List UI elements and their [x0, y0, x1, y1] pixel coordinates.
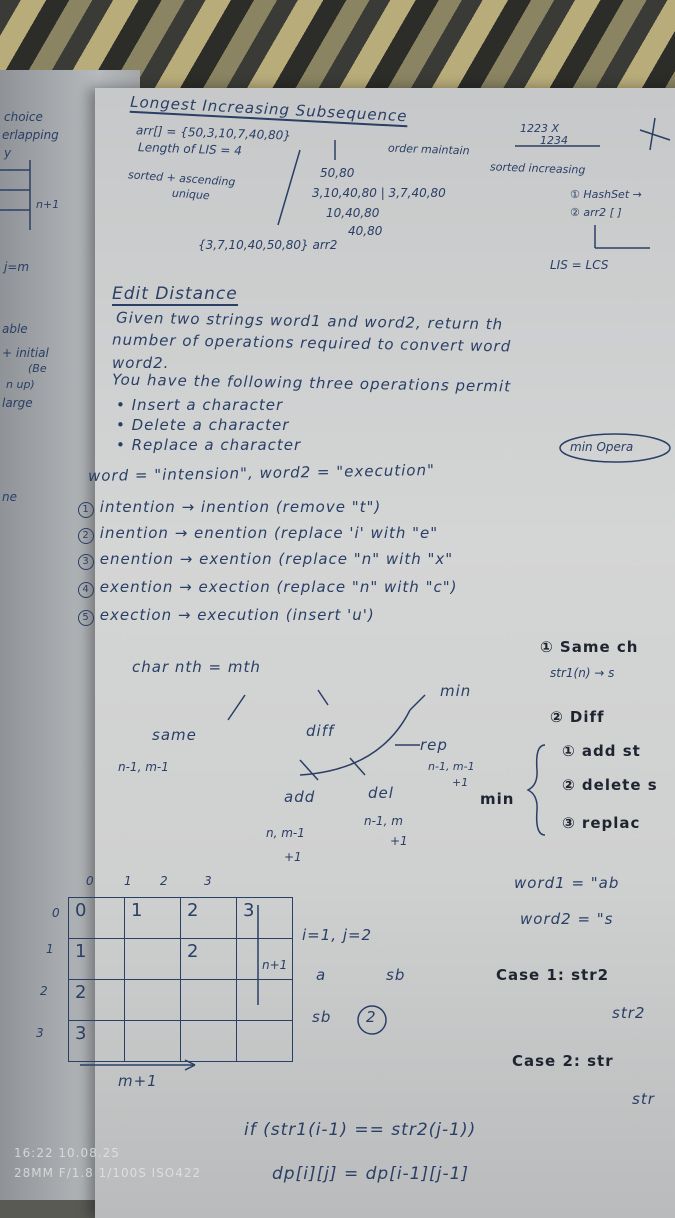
left-fragment: j=m — [4, 260, 30, 274]
case-delete: ② delete s — [562, 776, 658, 794]
step-row — [78, 550, 453, 570]
lis-index: 1223 X — [520, 122, 560, 135]
left-fragment: n+1 — [36, 198, 60, 211]
side-note: i=1, j=2 — [302, 926, 373, 944]
lis-note: ① HashSet → — [570, 188, 642, 201]
col-header: 1 — [124, 874, 132, 888]
tree-rep-plus: +1 — [452, 776, 469, 789]
step-number: 1 — [78, 502, 94, 518]
step-number: 5 — [78, 610, 94, 626]
step-row — [78, 606, 375, 626]
table-cell — [125, 939, 181, 980]
case-replace: ③ replac — [562, 814, 641, 832]
step-text: inention → enention (replace 'i' with "e" — [99, 524, 439, 542]
table-cell — [181, 980, 237, 1021]
row-header: 2 — [40, 984, 48, 998]
case-same: ① Same ch — [540, 638, 639, 656]
col-header: 2 — [160, 874, 168, 888]
table-row — [69, 980, 293, 1021]
table-cell: 1 — [125, 898, 181, 939]
dp-line: dp[i][j] = dp[i-1][j-1] — [272, 1164, 470, 1184]
lis-eq: LIS = LCS — [550, 258, 609, 272]
side-note: 2 — [366, 1008, 377, 1026]
tree-min: min — [440, 682, 472, 700]
step-row — [78, 578, 457, 598]
if-line: if (str1(i-1) == str2(j-1)) — [244, 1120, 477, 1140]
table-row — [69, 939, 293, 980]
tree-same-sub: n-1, m-1 — [118, 760, 169, 774]
table-cell — [237, 980, 293, 1021]
table-row — [69, 1021, 293, 1062]
bottom-word1: word1 = "ab — [514, 874, 620, 892]
row-header: 1 — [46, 942, 54, 956]
col-header: 3 — [204, 874, 212, 888]
table-row — [69, 898, 293, 939]
lis-array: arr[] = {50,3,10,7,40,80} — [135, 123, 292, 143]
min-ops-note: min Opera — [570, 440, 634, 454]
lis-note: unique — [171, 186, 211, 203]
case1: Case 1: str2 — [496, 966, 610, 984]
table-cell: 2 — [181, 898, 237, 939]
lis-note: sorted + ascending — [127, 168, 236, 189]
table-cell — [181, 1021, 237, 1062]
table-cell: 1 — [69, 939, 125, 980]
dp-table — [68, 897, 293, 1062]
lis-index: 1234 — [540, 134, 568, 147]
operation-item: • Replace a character — [116, 436, 302, 454]
tree-add-plus: +1 — [284, 850, 302, 864]
col-header: 0 — [86, 874, 94, 888]
tree-diff: diff — [306, 722, 335, 740]
edit-desc: Given two strings word1 and word2, return th — [115, 308, 504, 334]
side-note: sb — [386, 966, 406, 984]
left-fragment: + initial — [2, 346, 49, 360]
lis-value: 50,80 — [320, 166, 355, 180]
lis-value: 10,40,80 — [326, 206, 380, 220]
case1-b: str2 — [612, 1004, 646, 1022]
left-fragment: choice — [4, 110, 43, 124]
lis-note: ② arr2 [ ] — [570, 206, 622, 219]
step-number: 3 — [78, 554, 94, 570]
step-row — [78, 498, 381, 518]
tree-add-sub: n, m-1 — [266, 826, 305, 840]
edit-heading: Edit Distance — [112, 284, 238, 304]
edit-desc: word2. — [112, 354, 170, 372]
lis-note: sorted increasing — [489, 160, 586, 177]
table-cell: 3 — [237, 898, 293, 939]
left-fragment: y — [4, 146, 12, 160]
left-fragment: n up) — [6, 378, 35, 391]
tree-min-label: min — [480, 790, 515, 808]
left-fragment: erlapping — [2, 128, 59, 142]
table-cell: 0 — [69, 898, 125, 939]
lis-note: order maintain — [387, 141, 470, 158]
edit-desc: number of operations required to convert word — [111, 330, 512, 356]
lis-value: 40,80 — [348, 224, 383, 238]
words-line: word = "intension", word2 = "execution" — [87, 460, 436, 486]
step-text: exection → execution (insert 'u') — [99, 606, 375, 624]
table-cell — [125, 1021, 181, 1062]
tree-rep: rep — [420, 736, 448, 754]
case2-b: str — [632, 1090, 655, 1108]
lis-length: Length of LIS = 4 — [137, 140, 243, 158]
tree-del-plus: +1 — [390, 834, 408, 848]
table-cell — [237, 1021, 293, 1062]
left-fragment: ne — [2, 490, 17, 504]
camera-stamp: 28MM F/1.8 1/100S ISO422 — [14, 1166, 202, 1180]
table-cell: 2 — [69, 980, 125, 1021]
side-note: a — [316, 966, 327, 984]
step-text: exention → exection (replace "n" with "c") — [99, 578, 458, 596]
tree-add: add — [284, 788, 316, 806]
case2: Case 2: str — [512, 1052, 614, 1070]
left-fragment: able — [2, 322, 28, 336]
table-cell: 2 — [181, 939, 237, 980]
m-plus-1: m+1 — [118, 1072, 158, 1090]
lis-arr2: {3,7,10,40,50,80} arr2 — [198, 238, 338, 252]
row-header: 3 — [36, 1026, 44, 1040]
case-add: ① add st — [562, 742, 641, 760]
case-diff: ② Diff — [550, 708, 605, 726]
operation-item: • Delete a character — [116, 416, 290, 434]
side-note: sb — [312, 1008, 332, 1026]
lis-heading: Longest Increasing Subsequence — [129, 92, 408, 126]
step-number: 4 — [78, 582, 94, 598]
n-plus-1: n+1 — [262, 958, 288, 972]
lis-value: 3,10,40,80 | 3,7,40,80 — [312, 186, 446, 200]
tree-rep-sub: n-1, m-1 — [428, 760, 475, 773]
left-fragment: (Be — [28, 362, 47, 375]
edit-desc: You have the following three operations permit — [111, 370, 512, 396]
tree-del: del — [368, 784, 394, 802]
step-row — [78, 524, 438, 544]
left-fragment: large — [2, 396, 33, 410]
tree-same: same — [152, 726, 197, 744]
case-same-sub: str1(n) → s — [550, 666, 615, 680]
tree-del-sub: n-1, m — [364, 814, 403, 828]
table-cell: 3 — [69, 1021, 125, 1062]
row-header: 0 — [52, 906, 60, 920]
step-text: intention → inention (remove "t") — [99, 498, 382, 516]
tree-root: char nth = mth — [132, 658, 261, 676]
step-number: 2 — [78, 528, 94, 544]
step-text: enention → exention (replace "n" with "x" — [99, 550, 454, 568]
camera-stamp: 16:22 10.08.25 — [14, 1146, 120, 1160]
table-cell — [125, 980, 181, 1021]
bottom-word2: word2 = "s — [520, 910, 614, 928]
operation-item: • Insert a character — [116, 396, 284, 414]
